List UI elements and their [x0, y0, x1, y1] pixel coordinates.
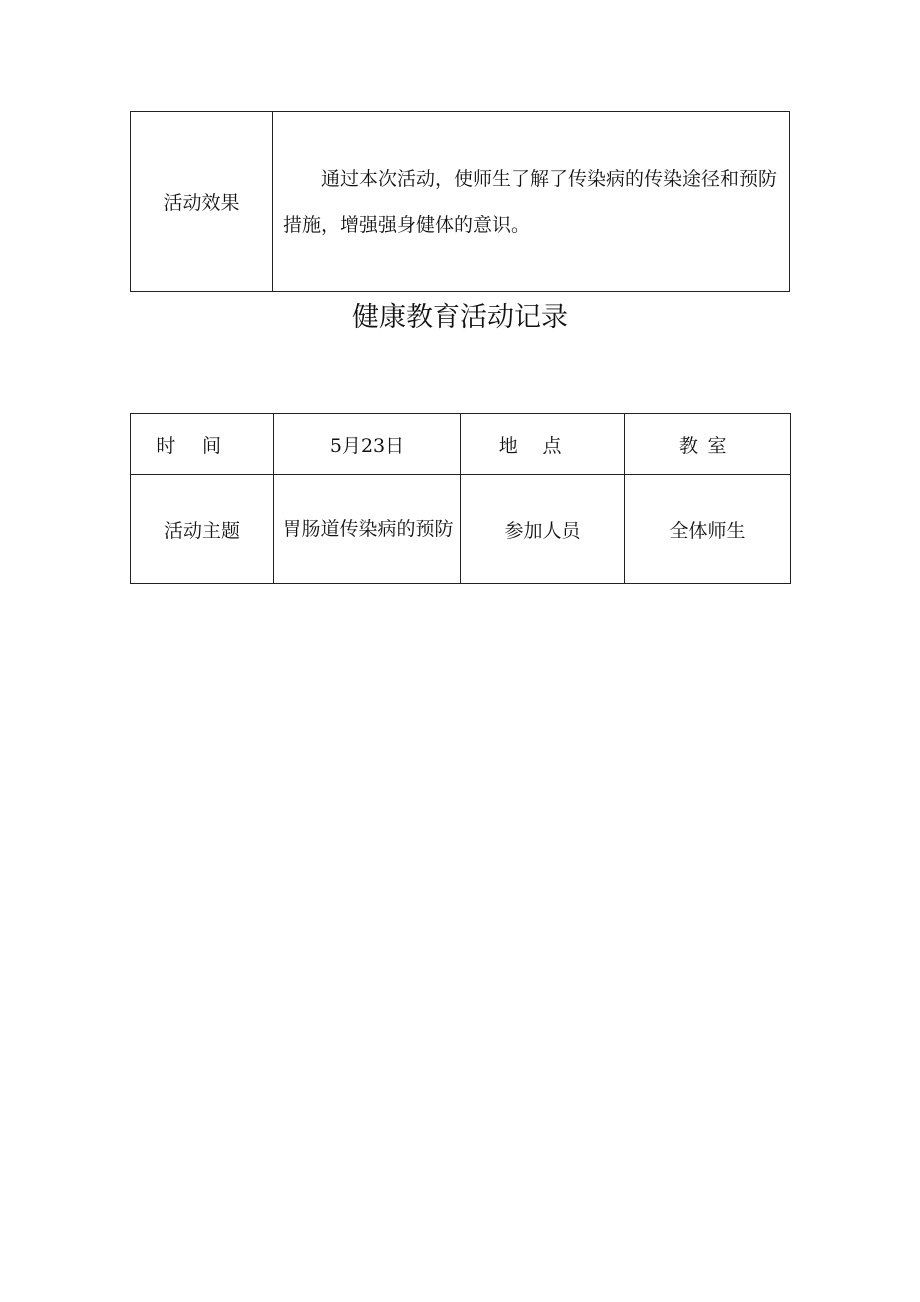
- location-label-cell: [461, 414, 625, 475]
- record-row-topic-participants: [131, 475, 791, 584]
- topic-value: 胃肠道传染病的预防: [274, 475, 461, 584]
- topic-label: 活动主题: [131, 475, 274, 584]
- activity-effect-content-cell: [273, 112, 790, 292]
- participants-value: 全体师生: [625, 475, 791, 584]
- time-label: 时间: [156, 434, 248, 457]
- location-value-cell: [625, 414, 791, 475]
- activity-effect-table: [130, 111, 790, 292]
- time-label-cell: [131, 414, 274, 475]
- location-label: 地点: [498, 434, 587, 457]
- time-value: 5月23日: [274, 414, 461, 475]
- location-value: 教室: [678, 434, 736, 457]
- activity-effect-row: [131, 112, 790, 292]
- record-row-time-location: [131, 414, 791, 475]
- health-education-record-table: [130, 413, 791, 584]
- record-title: 健康教育活动记录: [352, 302, 568, 333]
- participants-label: 参加人员: [461, 475, 625, 584]
- activity-effect-content: 通过本次活动，使师生了解了传染病的传染途径和预防措施，增强强身健体的意识。: [283, 167, 778, 236]
- activity-effect-label: 活动效果: [131, 112, 273, 292]
